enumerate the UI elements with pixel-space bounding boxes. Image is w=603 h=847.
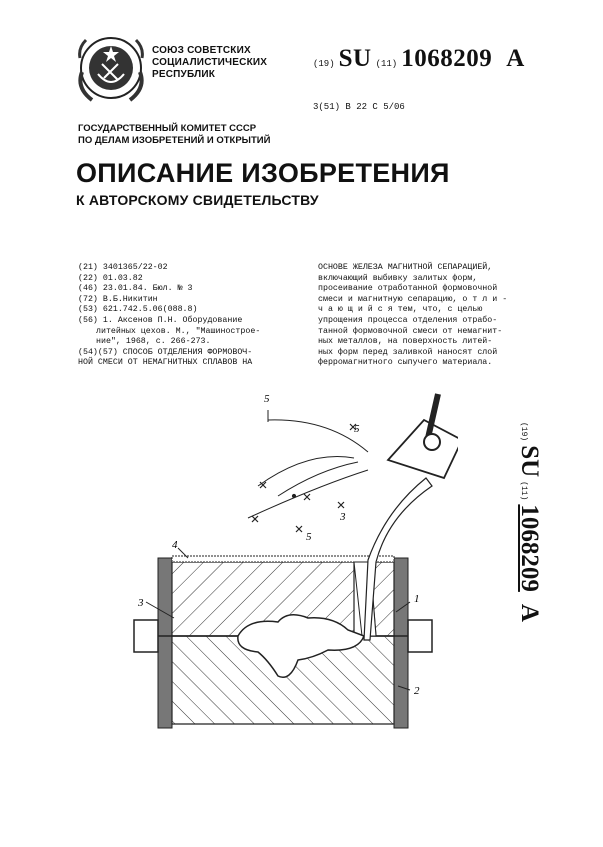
abstract-line: ОСНОВЕ ЖЕЛЕЗА МАГНИТНОЙ СЕПАРАЦИЕЙ, <box>318 263 493 272</box>
document-subtitle: К АВТОРСКОМУ СВИДЕТЕЛЬСТВУ <box>76 192 319 208</box>
abstract-line: танной формовочной смеси от немагнит- <box>318 326 503 336</box>
biblio-line: (54)(57) СПОСОБ ОТДЕЛЕНИЯ ФОРМОВОЧ- <box>78 347 253 357</box>
union-line-1: СОЮЗ СОВЕТСКИХ <box>152 45 251 56</box>
committee <box>78 123 270 147</box>
union-line-2: СОЦИАЛИСТИЧЕСКИХ <box>152 57 268 68</box>
biblio-line: (56) 1. Аксенов П.Н. Оборудование <box>78 315 243 325</box>
committee-line-2: ПО ДЕЛАМ ИЗОБРЕТЕНИЙ И ОТКРЫТИЙ <box>78 135 271 146</box>
abstract-line: просеивание отработанной формовочной <box>318 284 498 294</box>
label-5-right: 5 <box>354 423 360 435</box>
label-5-top: 5 <box>264 393 270 405</box>
bibliographic-data <box>78 263 303 369</box>
abstract-line: ных форм перед заливкой наносят слой <box>318 347 498 357</box>
code-19: (19) <box>313 59 335 69</box>
patent-number-header <box>313 45 525 73</box>
side-kind: A <box>516 603 543 622</box>
side-number: 1068209 <box>516 504 543 592</box>
biblio-line: (72) В.Б.Никитин <box>78 294 158 304</box>
union-line-3: РЕСПУБЛИК <box>152 69 216 80</box>
abstract-line: упрощения процесса отделения отрабо- <box>318 315 498 325</box>
abstract-line: ферромагнитного сыпучего материала. <box>318 358 493 368</box>
abstract-line: ных металлов, на поверхность литей- <box>318 337 493 347</box>
abstract-text <box>318 263 550 369</box>
biblio-line: НОЙ СМЕСИ ОТ НЕМАГНИТНЫХ СПЛАВОВ НА <box>78 358 253 368</box>
biblio-line: (46) 23.01.84. Бюл. № 3 <box>78 284 193 294</box>
side-country: SU <box>516 445 543 478</box>
ladle <box>388 394 458 478</box>
label-3-particles: 3 <box>340 511 346 523</box>
label-1: 1 <box>414 593 420 605</box>
patent-number: 1068209 <box>401 45 493 72</box>
particle-trajectories <box>248 420 368 518</box>
label-3-mold: 3 <box>138 597 144 609</box>
side-code-19: (19) <box>519 422 528 442</box>
biblio-line: литейных цехов. М., "Машинострое- <box>96 326 261 336</box>
label-5-bottom: 5 <box>306 531 312 543</box>
casting-mold-figure <box>118 390 458 740</box>
patent-kind: A <box>506 45 525 72</box>
side-code-11: (11) <box>519 481 528 501</box>
biblio-line: (21) 3401365/22-02 <box>78 263 168 272</box>
country-code: SU <box>338 45 372 72</box>
abstract-line: ч а ю щ и й с я тем, что, с целью <box>318 305 483 315</box>
biblio-line: (22) 01.03.82 <box>78 273 143 283</box>
label-4: 4 <box>172 539 178 551</box>
code-11: (11) <box>375 59 398 69</box>
ferromagnetic-layer <box>172 556 394 562</box>
document-title: ОПИСАНИЕ ИЗОБРЕТЕНИЯ <box>76 158 450 188</box>
abstract-line: включающий выбивку залитых форм, <box>318 273 478 283</box>
ipc-classification: 3(51) В 22 С 5/06 <box>313 102 405 112</box>
label-2: 2 <box>414 685 420 697</box>
biblio-line: (53) 621.742.5.06(088.8) <box>78 305 198 315</box>
biblio-line: ние", 1968, с. 266-273. <box>96 337 211 347</box>
committee-line-1: ГОСУДАРСТВЕННЫЙ КОМИТЕТ СССР <box>78 123 257 134</box>
union-name <box>152 45 267 81</box>
ussr-emblem <box>72 28 150 113</box>
abstract-line: смеси и магнитную сепарацию, о т л и - <box>318 294 508 304</box>
side-patent-number <box>518 422 568 662</box>
